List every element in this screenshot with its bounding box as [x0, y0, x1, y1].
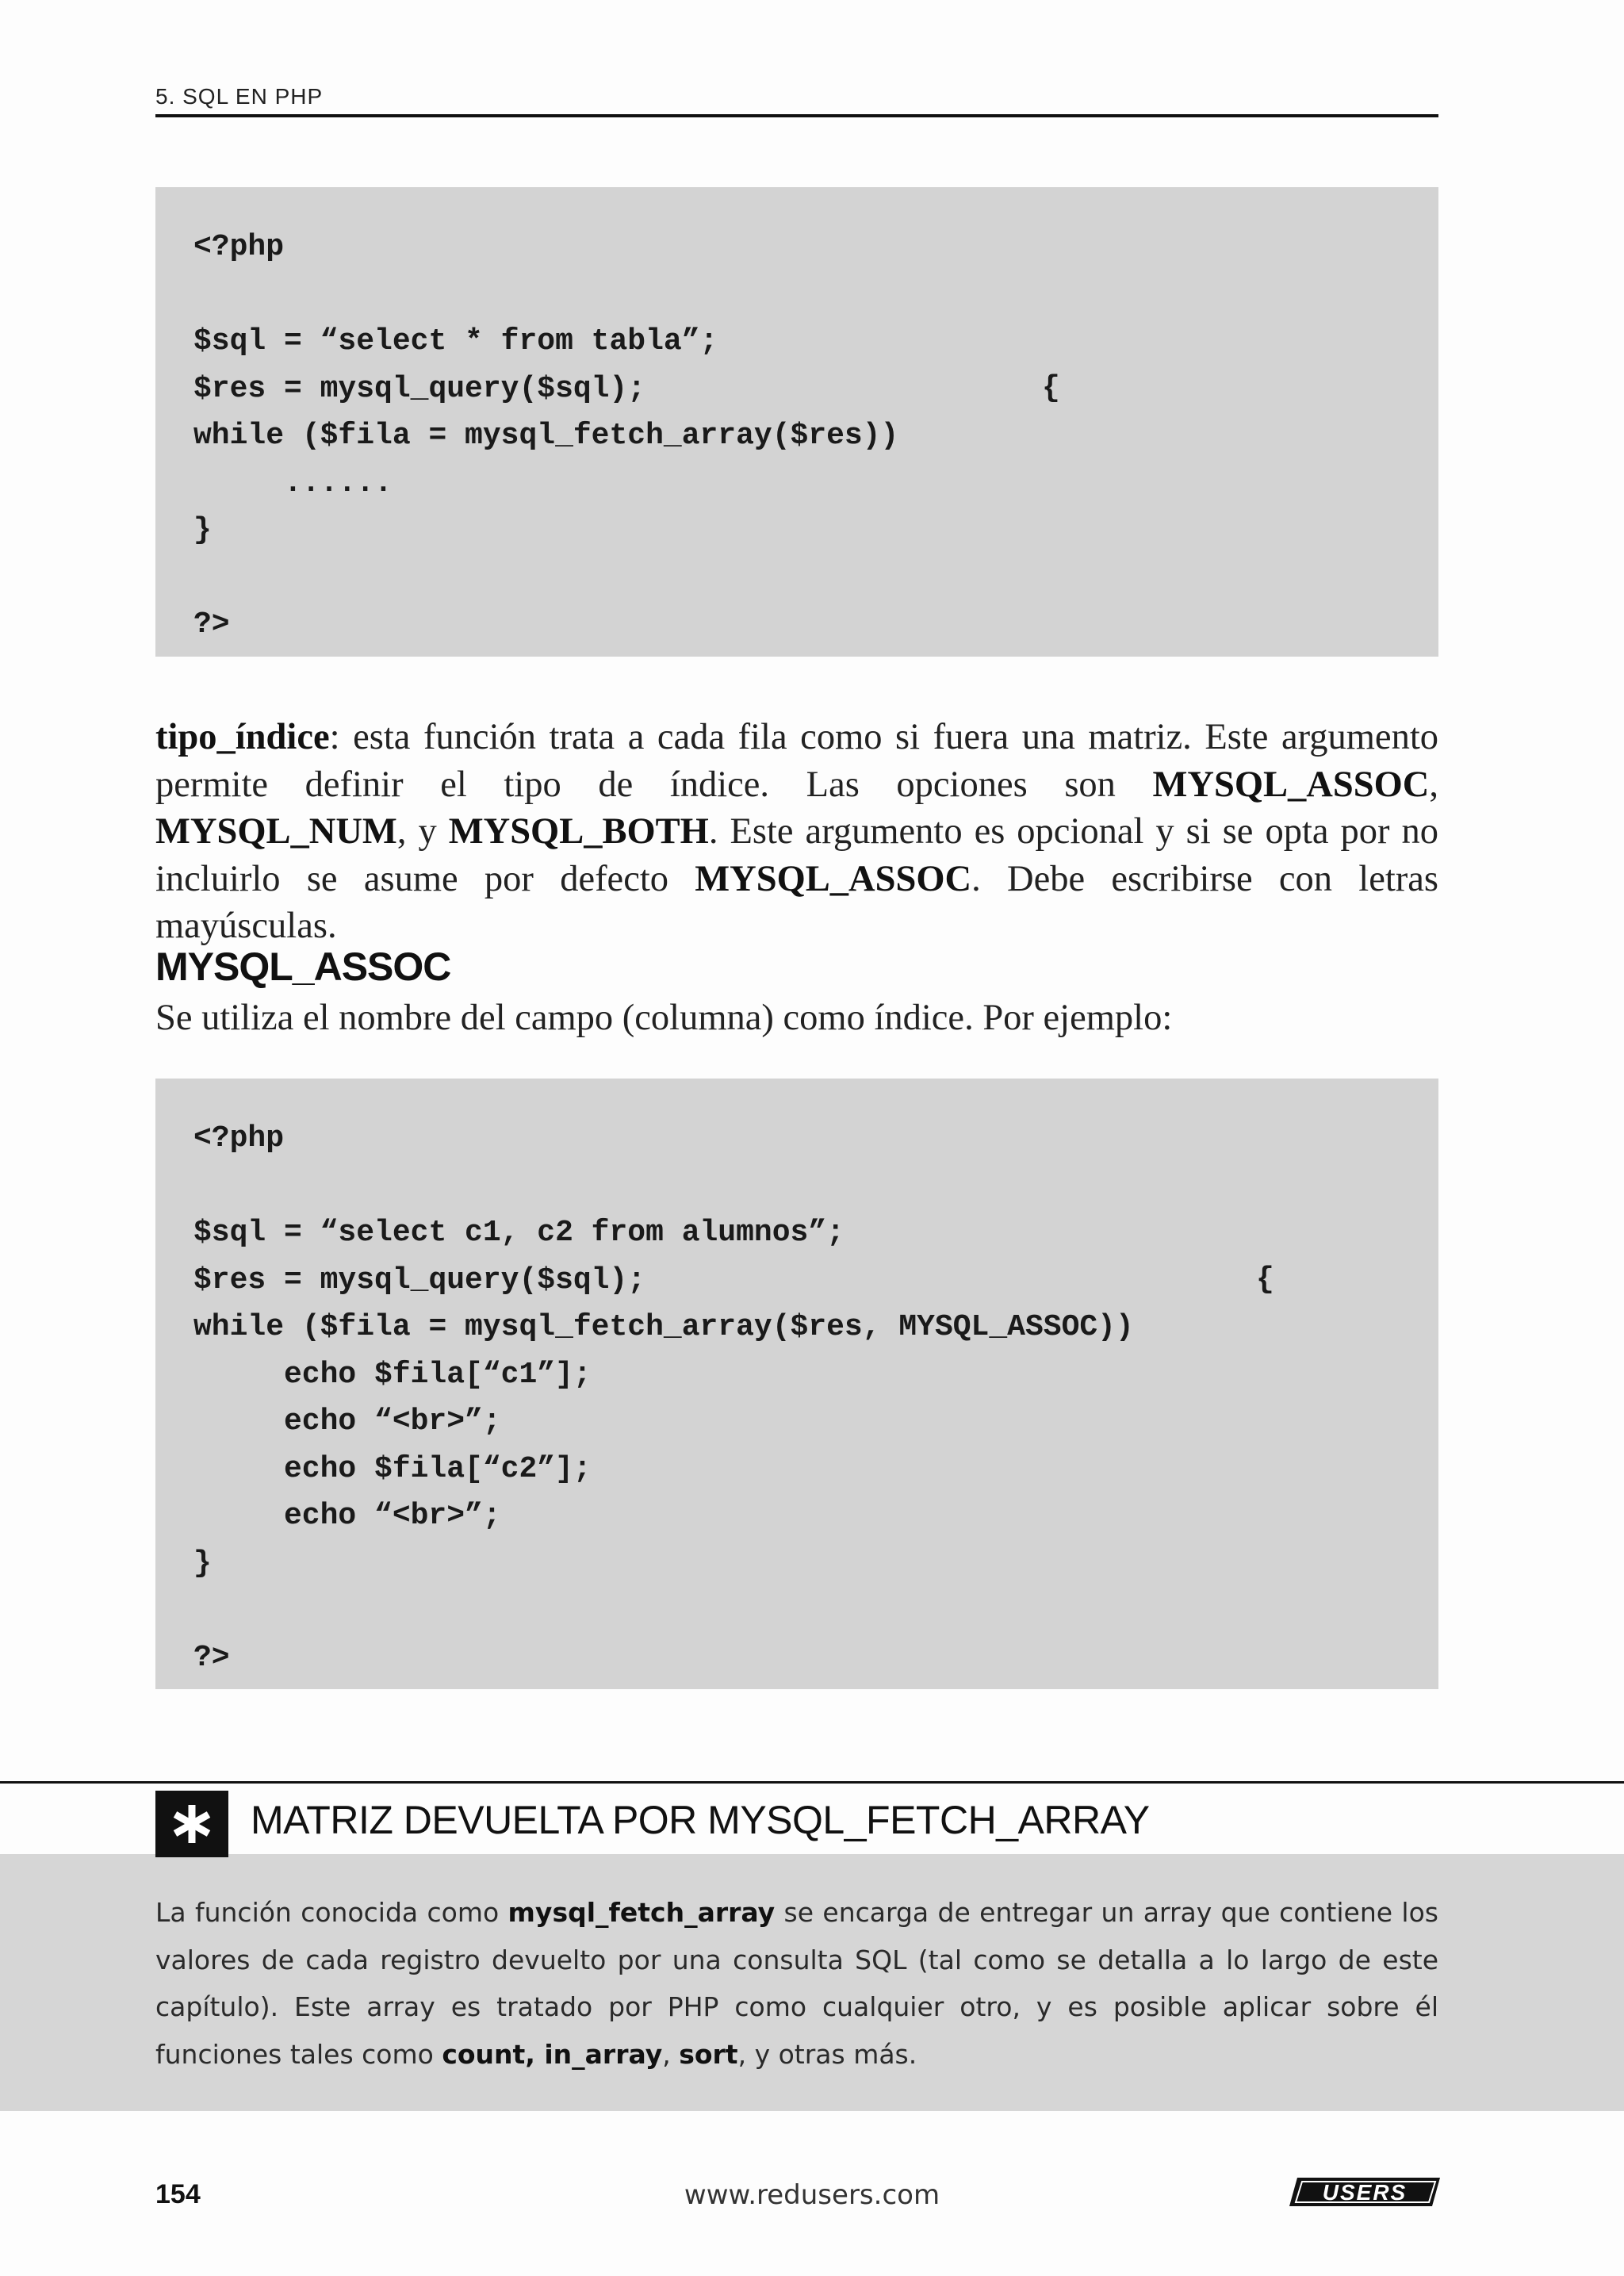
code-block-2	[155, 1079, 1438, 1689]
code-line: echo “<br>”;	[284, 1404, 501, 1439]
code-line: echo “<br>”;	[284, 1499, 501, 1533]
term-tipo-indice: tipo_índice	[155, 717, 330, 757]
note-text: , y otras más.	[737, 2038, 917, 2070]
page-number: 154	[155, 2179, 201, 2209]
asterisk-icon	[155, 1791, 228, 1857]
code-line: <?php	[193, 1121, 285, 1155]
paragraph-text: , y	[396, 811, 449, 852]
note-body	[155, 1889, 1438, 2078]
code-line: ?>	[193, 1640, 230, 1675]
code-line: while ($fila = mysql_fetch_array($res, MYSQL_ASSOC))	[193, 1310, 1134, 1344]
paragraph-text: esta función trata a cada fila como si fuera una matriz. Este argumento permite definir el tipo de índice. Las opciones son	[155, 717, 1438, 805]
code-line: ?>	[193, 607, 230, 642]
code-line: echo $fila[“c1”];	[284, 1357, 592, 1392]
code-line	[193, 271, 1438, 319]
running-header: 5. SQL EN PHP	[155, 84, 324, 109]
code-line	[193, 1163, 1438, 1210]
code-block-1	[155, 187, 1438, 657]
default-option: MYSQL_ASSOC	[695, 858, 972, 899]
section-heading: MYSQL_ASSOC	[155, 945, 451, 989]
open-brace: {	[1256, 1263, 1274, 1297]
code-line: <?php	[193, 230, 285, 264]
code-line	[193, 1587, 1438, 1634]
code-line: $res = mysql_query($sql);	[193, 371, 646, 406]
paragraph-text: . Debe escribirse con letras mayúsculas.	[155, 858, 1438, 946]
note-rule	[0, 1781, 1624, 1784]
section-intro: Se utiliza el nombre del campo (columna) como índice. Por ejemplo:	[155, 998, 1173, 1038]
tipo-indice-paragraph	[155, 714, 1438, 950]
option-mysql-both: MYSQL_BOTH	[448, 811, 709, 852]
function-name: mysql_fetch_array	[508, 1897, 776, 1928]
function-list: count, in_array	[442, 2038, 663, 2070]
paragraph-text: ,	[1429, 764, 1438, 805]
users-logo	[1289, 2176, 1440, 2208]
note-title: MATRIZ DEVUELTA POR MYSQL_FETCH_ARRAY	[251, 1798, 1150, 1842]
note-text: se encarga de entregar un array que contiene los valores de cada registro devuelto por una consulta SQL (tal como se detalla a lo largo de este capítulo). Este array es tratado por PHP como cualquier otro, y es posible aplicar sobre él funciones tales como	[155, 1897, 1438, 2070]
code-line	[193, 554, 1438, 602]
paragraph-text: . Este argumento es opcional y si se opta por no incluirlo se asume por defecto	[155, 811, 1438, 899]
code-line: }	[193, 513, 212, 547]
code-line: }	[193, 1546, 212, 1581]
code-line: echo $fila[“c2”];	[284, 1451, 592, 1486]
note-text: ,	[662, 2038, 680, 2070]
function-sort: sort	[679, 2038, 738, 2070]
note-text: La función conocida como	[155, 1897, 508, 1928]
asterisk-icon-glyph	[170, 1802, 214, 1846]
code-line: $sql = “select c1, c2 from alumnos”;	[193, 1216, 845, 1250]
header-rule	[155, 114, 1438, 117]
code-line: while ($fila = mysql_fetch_array($res))	[193, 419, 899, 453]
option-mysql-num: MYSQL_NUM	[155, 811, 397, 852]
code-line: ......	[284, 466, 393, 500]
term-colon: :	[329, 717, 340, 757]
footer-url: www.redusers.com	[684, 2179, 940, 2211]
code-line: $res = mysql_query($sql);	[193, 1263, 646, 1297]
code-line: $sql = “select * from tabla”;	[193, 324, 718, 358]
option-mysql-assoc: MYSQL_ASSOC	[1152, 764, 1430, 805]
logo-text: USERS	[1322, 2180, 1408, 2205]
open-brace: {	[1042, 371, 1060, 405]
